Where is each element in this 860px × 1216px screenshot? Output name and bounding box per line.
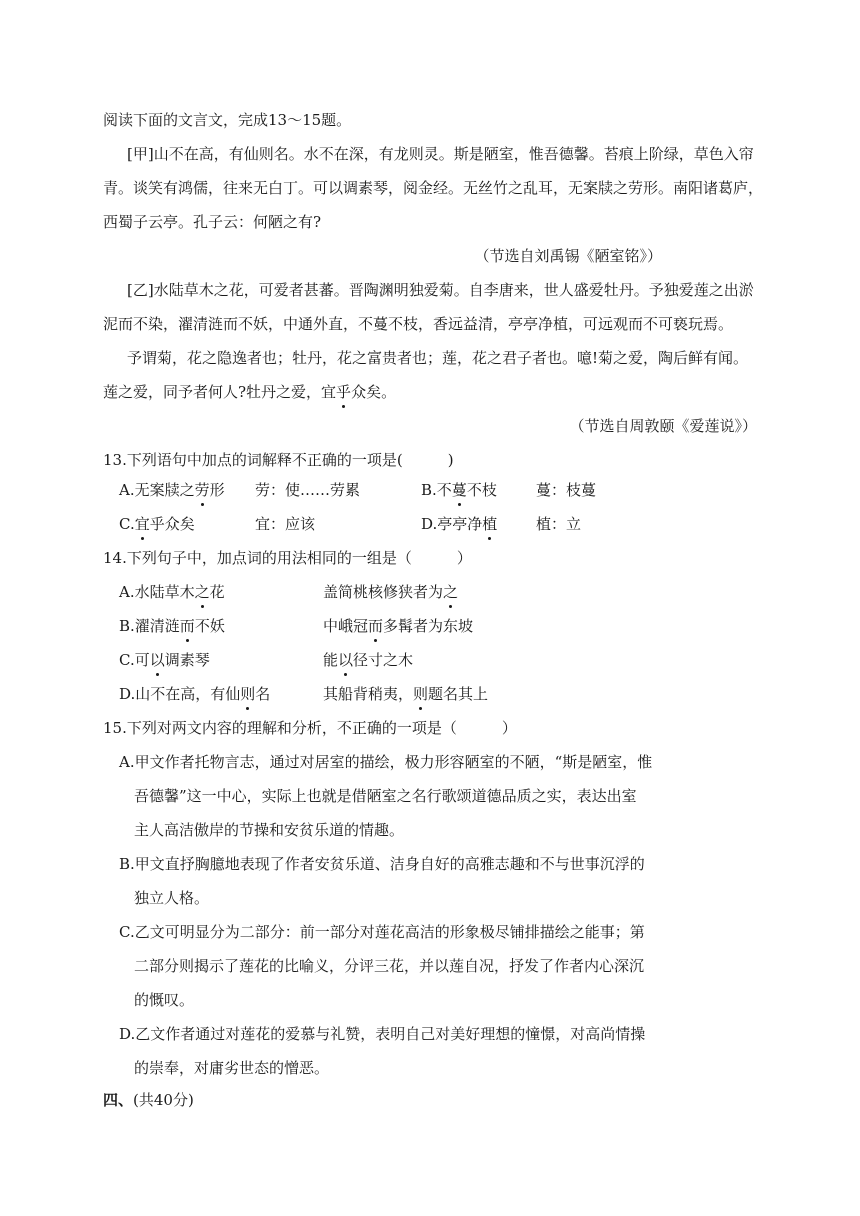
dotted-char: 乎 — [336, 383, 352, 401]
text-segment: 调素琴 — [164, 651, 210, 669]
q13-option-b-definition: 蔓：枝蔓 — [536, 481, 597, 499]
text-segment: 能 — [323, 651, 339, 669]
q13-option-b — [421, 480, 497, 500]
passage-a-line-2: 青。谈笑有鸿儒，往来无白丁。可以调素琴，阅金经。无丝竹之乱耳，无案牍之劳形。南阳诸葛庐， — [103, 179, 764, 197]
text-segment: 名 — [255, 685, 271, 703]
dotted-char: 而 — [368, 617, 384, 635]
passage-a-line-1: [甲]山不在高，有仙则名。水不在深，有龙则灵。斯是陋室，惟吾德馨。苔痕上阶绿，草色入帘 — [127, 145, 754, 163]
text-segment: 莲之爱，同予者何人?牡丹之爱，宜 — [103, 383, 337, 401]
dotted-char: 植 — [482, 515, 498, 533]
q15-option-a-line-3: 主人高洁傲岸的节操和安贫乐道的情趣。 — [134, 821, 405, 839]
dotted-char: 劳 — [194, 481, 210, 499]
q14-option-a-left — [119, 582, 225, 602]
q15-stem: 15.下列对两文内容的理解和分析，不正确的一项是（ ） — [103, 719, 517, 737]
text-segment: 形 — [209, 481, 225, 499]
text-segment: 中峨冠 — [323, 617, 369, 635]
q15-option-c-line-3: 的慨叹。 — [134, 991, 195, 1009]
q15-option-a-line-2: 吾德馨”这一中心，实际上也就是借陋室之名行歌颂道德品质之实，表达出室 — [134, 787, 637, 805]
dotted-char: 宜 — [134, 515, 150, 533]
q15-option-d-line-1: D.乙文作者通过对莲花的爱慕与礼赞，表明自己对美好理想的憧憬，对高尚情操 — [119, 1025, 646, 1043]
reading-intro: 阅读下面的文言文，完成13～15题。 — [103, 111, 352, 129]
passage-b-source: （节选自周敦颐《爱莲说》） — [569, 417, 757, 435]
q14-option-d-right — [323, 684, 488, 704]
dotted-char: 则 — [413, 685, 429, 703]
passage-b-line-4 — [103, 382, 396, 402]
text-segment: 题名其上 — [428, 685, 489, 703]
q13-option-c — [119, 514, 195, 534]
q14-option-c-left — [119, 650, 210, 670]
dotted-char: 而 — [179, 617, 195, 635]
dotted-char: 以 — [149, 651, 165, 669]
q14-option-c-right — [323, 650, 413, 670]
dotted-char: 蔓 — [451, 481, 467, 499]
text-segment: 不枝 — [466, 481, 497, 499]
passage-b-line-2: 泥而不染，濯清涟而不妖，中通外直，不蔓不枝，香远益清，亭亭净植，可远观而不可亵玩焉。 — [103, 315, 734, 333]
dotted-char: 以 — [338, 651, 354, 669]
text-segment: 花 — [209, 583, 225, 601]
q13-option-c-definition: 宜：应该 — [255, 515, 316, 533]
text-segment: C. — [119, 515, 135, 533]
q14-option-a-right — [323, 582, 458, 602]
q13-option-a-definition: 劳：使……劳累 — [255, 481, 361, 499]
text-segment: 盖简桃核修狭者为 — [323, 583, 444, 601]
q15-option-c-line-2: 二部分则揭示了莲花的比喻义，分评三花，并以莲自况，抒发了作者内心深沉 — [134, 957, 645, 975]
text-segment: A.水陆草木 — [119, 583, 195, 601]
q15-option-b-line-2: 独立人格。 — [134, 889, 210, 907]
text-segment: B.濯清涟 — [119, 617, 180, 635]
q13-option-d — [421, 514, 497, 534]
text-segment: 径寸之木 — [353, 651, 414, 669]
text-segment: 乎众矣 — [149, 515, 195, 533]
text-segment: 不妖 — [194, 617, 225, 635]
q14-option-b-right — [323, 616, 473, 636]
q15-option-a-line-1: A.甲文作者托物言志，通过对居室的描绘，极力形容陋室的不陋，“斯是陋室，惟 — [119, 753, 653, 771]
dotted-char: 则 — [240, 685, 256, 703]
text-segment: B.不 — [421, 481, 452, 499]
passage-b-line-3: 予谓菊，花之隐逸者也；牡丹，花之富贵者也；莲，花之君子者也。噫!菊之爱，陶后鲜有闻。 — [127, 349, 749, 367]
dotted-char: 之 — [194, 583, 210, 601]
q13-option-d-definition: 植：立 — [536, 515, 582, 533]
dotted-char: 之 — [443, 583, 459, 601]
text-segment: D.山不在高，有仙 — [119, 685, 241, 703]
passage-a-line-3: 西蜀子云亭。孔子云：何陋之有? — [103, 213, 322, 231]
q15-option-c-line-1: C.乙文可明显分为二部分：前一部分对莲花高洁的形象极尽铺排描绘之能事；第 — [119, 923, 645, 941]
passage-b-line-1: [乙]水陆草木之花，可爱者甚蕃。晋陶渊明独爱菊。自李唐来，世人盛爱牡丹。予独爱莲之出淤 — [127, 281, 754, 299]
text-segment: 多髯者为东坡 — [383, 617, 474, 635]
q13-option-a — [119, 480, 225, 500]
text-segment: A.无案牍之 — [119, 481, 195, 499]
q15-option-d-line-2: 的崇奉，对庸劣世态的憎恶。 — [134, 1059, 330, 1077]
q14-option-b-left — [119, 616, 225, 636]
section-4-heading — [103, 1090, 194, 1110]
text-segment: 众矣。 — [351, 383, 397, 401]
text-segment: 其船背稍夷， — [323, 685, 414, 703]
q15-option-b-line-1: B.甲文直抒胸臆地表现了作者安贫乐道、洁身自好的高雅志趣和不与世事沉浮的 — [119, 855, 645, 873]
passage-a-source: （节选自刘禹锡《陋室铭》） — [474, 247, 662, 265]
q13-stem: 13.下列语句中加点的词解释不正确的一项是( ) — [103, 451, 454, 469]
section-4-label: 四、 — [103, 1091, 134, 1109]
q14-option-d-left — [119, 684, 270, 704]
text-segment: D.亭亭净 — [421, 515, 483, 533]
section-4-points: (共40分) — [133, 1091, 194, 1109]
q14-stem: 14.下列句子中，加点词的用法相同的一组是（ ） — [103, 549, 472, 567]
text-segment: C.可 — [119, 651, 150, 669]
